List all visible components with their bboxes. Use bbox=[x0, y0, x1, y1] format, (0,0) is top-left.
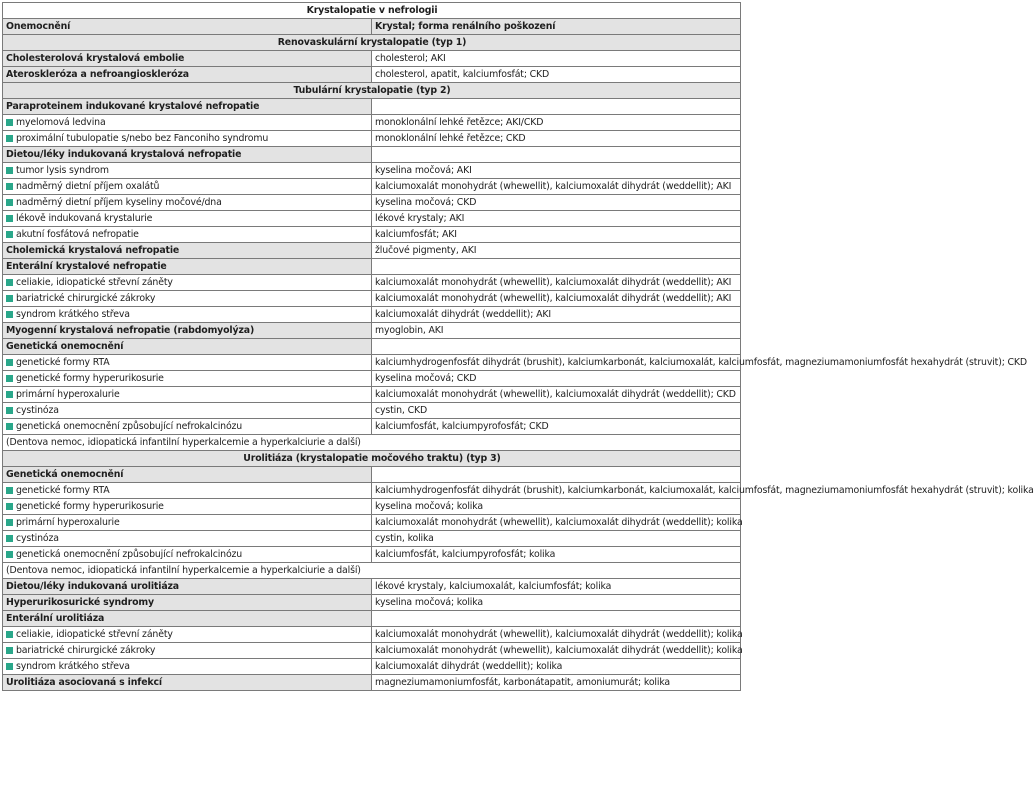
table-row bbox=[3, 403, 741, 419]
crystal-cell: kalciumoxalát monohydrát (whewellit), kalciumoxalát dihydrát (weddellit); AKI bbox=[372, 179, 741, 195]
crystal-cell bbox=[372, 259, 741, 275]
disease-label: celiakie, idiopatické střevní záněty bbox=[16, 629, 173, 640]
square-bullet-icon bbox=[6, 423, 13, 430]
table-row bbox=[3, 195, 741, 211]
crystal-cell: kyselina močová; AKI bbox=[372, 163, 741, 179]
square-bullet-icon bbox=[6, 535, 13, 542]
square-bullet-icon bbox=[6, 231, 13, 238]
group-row bbox=[3, 147, 741, 163]
table-row bbox=[3, 179, 741, 195]
disease-label: genetické formy RTA bbox=[16, 485, 110, 496]
disease-label: genetické formy hyperurikosurie bbox=[16, 501, 164, 512]
disease-cell bbox=[3, 419, 372, 435]
crystal-cell: žlučové pigmenty, AKI bbox=[372, 243, 741, 259]
disease-cell bbox=[3, 627, 372, 643]
group-row bbox=[3, 99, 741, 115]
disease-label: syndrom krátkého střeva bbox=[16, 661, 130, 672]
disease-cell bbox=[3, 227, 372, 243]
crystal-cell: cholesterol, apatit, kalciumfosfát; CKD bbox=[372, 67, 741, 83]
square-bullet-icon bbox=[6, 135, 13, 142]
group-label-cell bbox=[3, 99, 372, 115]
table-body bbox=[3, 3, 1034, 691]
disease-cell bbox=[3, 307, 372, 323]
crystal-cell: kalciumhydrogenfosfát dihydrát (brushit), kalciumkarbonát, kalciumoxalát, kalciumfosfát, magneziumamoniumfosfát hexahydrát (struvit); CKD bbox=[372, 355, 741, 371]
group-label: Enterální urolitiáza bbox=[6, 613, 105, 624]
disease-label: genetická onemocnění způsobující nefrokalcinózu bbox=[16, 421, 243, 432]
crystal-cell: myoglobin, AKI bbox=[372, 323, 741, 339]
crystal-cell: kalciumoxalát dihydrát (weddellit); kolika bbox=[372, 659, 741, 675]
table-title-row bbox=[3, 3, 741, 19]
square-bullet-icon bbox=[6, 631, 13, 638]
group-label: Urolitiáza asociovaná s infekcí bbox=[6, 677, 162, 688]
crystal-cell: kalciumoxalát monohydrát (whewellit), kalciumoxalát dihydrát (weddellit); AKI bbox=[372, 291, 741, 307]
column-header-row bbox=[3, 19, 741, 35]
crystal-cell: kalciumoxalát monohydrát (whewellit), kalciumoxalát dihydrát (weddellit); kolika bbox=[372, 643, 741, 659]
disease-label: myelomová ledvina bbox=[16, 117, 106, 128]
group-row bbox=[3, 579, 741, 595]
group-label-cell bbox=[3, 675, 372, 691]
table-row bbox=[3, 227, 741, 243]
crystal-cell: kalciumfosfát, kalciumpyrofosfát; kolika bbox=[372, 547, 741, 563]
crystal-cell bbox=[372, 467, 741, 483]
group-label: Genetická onemocnění bbox=[6, 469, 124, 480]
table-title: Krystalopatie v nefrologii bbox=[3, 3, 741, 19]
group-label: Ateroskleróza a nefroangioskleróza bbox=[6, 69, 189, 80]
group-row bbox=[3, 323, 741, 339]
table-row bbox=[3, 643, 741, 659]
square-bullet-icon bbox=[6, 551, 13, 558]
note-row bbox=[3, 435, 741, 451]
crystal-cell: kalciumfosfát, kalciumpyrofosfát; CKD bbox=[372, 419, 741, 435]
group-label: Dietou/léky indukovaná krystalová nefropatie bbox=[6, 149, 242, 160]
disease-cell bbox=[3, 371, 372, 387]
crystal-cell: kyselina močová; CKD bbox=[372, 371, 741, 387]
disease-label: lékově indukovaná krystalurie bbox=[16, 213, 153, 224]
square-bullet-icon bbox=[6, 199, 13, 206]
disease-label: cystinóza bbox=[16, 533, 59, 544]
disease-cell bbox=[3, 547, 372, 563]
note-row bbox=[3, 563, 741, 579]
group-label-cell bbox=[3, 323, 372, 339]
disease-cell bbox=[3, 643, 372, 659]
group-label-cell bbox=[3, 67, 372, 83]
disease-label: primární hyperoxalurie bbox=[16, 517, 120, 528]
disease-label: genetická onemocnění způsobující nefrokalcinózu bbox=[16, 549, 243, 560]
square-bullet-icon bbox=[6, 183, 13, 190]
column-header-crystal: Krystal; forma renálního poškození bbox=[372, 19, 741, 35]
crystal-cell: lékové krystaly; AKI bbox=[372, 211, 741, 227]
table-row bbox=[3, 483, 741, 499]
crystal-cell: kalciumoxalát monohydrát (whewellit), kalciumoxalát dihydrát (weddellit); kolika bbox=[372, 627, 741, 643]
group-row bbox=[3, 467, 741, 483]
table-row bbox=[3, 115, 741, 131]
crystal-cell bbox=[372, 339, 741, 355]
group-label-cell bbox=[3, 147, 372, 163]
group-row bbox=[3, 339, 741, 355]
square-bullet-icon bbox=[6, 167, 13, 174]
crystal-cell: kyselina močová; kolika bbox=[372, 595, 741, 611]
disease-cell bbox=[3, 179, 372, 195]
note-text: (Dentova nemoc, idiopatická infantilní hyperkalcemie a hyperkalciurie a další) bbox=[3, 435, 741, 451]
square-bullet-icon bbox=[6, 215, 13, 222]
section-header-row bbox=[3, 451, 741, 467]
disease-cell bbox=[3, 403, 372, 419]
group-label-cell bbox=[3, 611, 372, 627]
square-bullet-icon bbox=[6, 407, 13, 414]
disease-cell bbox=[3, 163, 372, 179]
group-label: Cholemická krystalová nefropatie bbox=[6, 245, 180, 256]
disease-label: genetické formy hyperurikosurie bbox=[16, 373, 164, 384]
group-row bbox=[3, 259, 741, 275]
square-bullet-icon bbox=[6, 647, 13, 654]
disease-cell bbox=[3, 499, 372, 515]
disease-label: nadměrný dietní příjem kyseliny močové/dna bbox=[16, 197, 222, 208]
crystal-cell: cholesterol; AKI bbox=[372, 51, 741, 67]
table-row bbox=[3, 307, 741, 323]
note-text: (Dentova nemoc, idiopatická infantilní hyperkalcemie a hyperkalciurie a další) bbox=[3, 563, 741, 579]
group-row bbox=[3, 243, 741, 259]
crystal-cell bbox=[372, 147, 741, 163]
disease-label: celiakie, idiopatické střevní záněty bbox=[16, 277, 173, 288]
square-bullet-icon bbox=[6, 359, 13, 366]
crystal-cell: monoklonální lehké řetězce; CKD bbox=[372, 131, 741, 147]
disease-label: proximální tubulopatie s/nebo bez Fanconiho syndromu bbox=[16, 133, 269, 144]
section-header-row bbox=[3, 35, 741, 51]
group-label: Dietou/léky indukovaná urolitiáza bbox=[6, 581, 179, 592]
table-row bbox=[3, 275, 741, 291]
crystal-cell: kyselina močová; kolika bbox=[372, 499, 741, 515]
disease-label: bariatrické chirurgické zákroky bbox=[16, 645, 156, 656]
group-row bbox=[3, 595, 741, 611]
group-row bbox=[3, 67, 741, 83]
table-row bbox=[3, 163, 741, 179]
group-label: Hyperurikosurické syndromy bbox=[6, 597, 154, 608]
square-bullet-icon bbox=[6, 375, 13, 382]
section-title: Tubulární krystalopatie (typ 2) bbox=[3, 83, 741, 99]
group-row bbox=[3, 51, 741, 67]
group-label-cell bbox=[3, 339, 372, 355]
crystal-cell: lékové krystaly, kalciumoxalát, kalciumfosfát; kolika bbox=[372, 579, 741, 595]
disease-label: bariatrické chirurgické zákroky bbox=[16, 293, 156, 304]
disease-cell bbox=[3, 659, 372, 675]
group-label-cell bbox=[3, 259, 372, 275]
group-row bbox=[3, 611, 741, 627]
group-label: Genetická onemocnění bbox=[6, 341, 124, 352]
table-row bbox=[3, 515, 741, 531]
table-row bbox=[3, 291, 741, 307]
square-bullet-icon bbox=[6, 519, 13, 526]
disease-cell bbox=[3, 515, 372, 531]
table-row bbox=[3, 131, 741, 147]
crystal-cell: kalciumoxalát monohydrát (whewellit), kalciumoxalát dihydrát (weddellit); AKI bbox=[372, 275, 741, 291]
table-row bbox=[3, 387, 741, 403]
group-row bbox=[3, 675, 741, 691]
crystal-cell: kalciumoxalát dihydrát (weddellit); AKI bbox=[372, 307, 741, 323]
table-row bbox=[3, 419, 741, 435]
table-row bbox=[3, 371, 741, 387]
crystal-cell: kalciumoxalát monohydrát (whewellit), kalciumoxalát dihydrát (weddellit); CKD bbox=[372, 387, 741, 403]
square-bullet-icon bbox=[6, 391, 13, 398]
table-row bbox=[3, 547, 741, 563]
group-label-cell bbox=[3, 579, 372, 595]
square-bullet-icon bbox=[6, 295, 13, 302]
disease-label: nadměrný dietní příjem oxalátů bbox=[16, 181, 160, 192]
crystal-cell: kyselina močová; CKD bbox=[372, 195, 741, 211]
disease-label: primární hyperoxalurie bbox=[16, 389, 120, 400]
disease-cell bbox=[3, 387, 372, 403]
square-bullet-icon bbox=[6, 119, 13, 126]
disease-label: tumor lysis syndrom bbox=[16, 165, 109, 176]
table-row bbox=[3, 355, 741, 371]
table-row bbox=[3, 627, 741, 643]
crystallopathy-table bbox=[2, 2, 1034, 691]
disease-cell bbox=[3, 531, 372, 547]
crystal-cell bbox=[372, 99, 741, 115]
group-label-cell bbox=[3, 243, 372, 259]
table-row bbox=[3, 499, 741, 515]
group-label-cell bbox=[3, 467, 372, 483]
table-container bbox=[2, 2, 1034, 691]
group-label: Enterální krystalové nefropatie bbox=[6, 261, 167, 272]
disease-cell bbox=[3, 115, 372, 131]
disease-label: genetické formy RTA bbox=[16, 357, 110, 368]
square-bullet-icon bbox=[6, 663, 13, 670]
group-label-cell bbox=[3, 51, 372, 67]
disease-cell bbox=[3, 195, 372, 211]
crystal-cell: cystin, CKD bbox=[372, 403, 741, 419]
disease-cell bbox=[3, 211, 372, 227]
disease-label: syndrom krátkého střeva bbox=[16, 309, 130, 320]
group-label-cell bbox=[3, 595, 372, 611]
square-bullet-icon bbox=[6, 311, 13, 318]
crystal-cell: kalciumfosfát; AKI bbox=[372, 227, 741, 243]
crystal-cell: monoklonální lehké řetězce; AKI/CKD bbox=[372, 115, 741, 131]
crystal-cell: kalciumhydrogenfosfát dihydrát (brushit), kalciumkarbonát, kalciumoxalát, kalciumfosfát, magneziumamoniumfosfát hexahydrát (struvit); kolika bbox=[372, 483, 741, 499]
square-bullet-icon bbox=[6, 279, 13, 286]
disease-label: cystinóza bbox=[16, 405, 59, 416]
disease-cell bbox=[3, 131, 372, 147]
section-title: Urolitiáza (krystalopatie močového traktu) (typ 3) bbox=[3, 451, 741, 467]
table-row bbox=[3, 211, 741, 227]
crystal-cell: kalciumoxalát monohydrát (whewellit), kalciumoxalát dihydrát (weddellit); kolika bbox=[372, 515, 741, 531]
disease-label: akutní fosfátová nefropatie bbox=[16, 229, 139, 240]
table-row bbox=[3, 659, 741, 675]
disease-cell bbox=[3, 483, 372, 499]
group-label: Cholesterolová krystalová embolie bbox=[6, 53, 185, 64]
disease-cell bbox=[3, 291, 372, 307]
table-row bbox=[3, 531, 741, 547]
section-header-row bbox=[3, 83, 741, 99]
group-label: Paraproteinem indukované krystalové nefropatie bbox=[6, 101, 260, 112]
section-title: Renovaskulární krystalopatie (typ 1) bbox=[3, 35, 741, 51]
square-bullet-icon bbox=[6, 487, 13, 494]
crystal-cell: cystin, kolika bbox=[372, 531, 741, 547]
disease-cell bbox=[3, 355, 372, 371]
disease-cell bbox=[3, 275, 372, 291]
square-bullet-icon bbox=[6, 503, 13, 510]
column-header-disease: Onemocnění bbox=[3, 19, 372, 35]
group-label: Myogenní krystalová nefropatie (rabdomyolýza) bbox=[6, 325, 255, 336]
crystal-cell bbox=[372, 611, 741, 627]
crystal-cell: magneziumamoniumfosfát, karbonátapatit, amoniumurát; kolika bbox=[372, 675, 741, 691]
